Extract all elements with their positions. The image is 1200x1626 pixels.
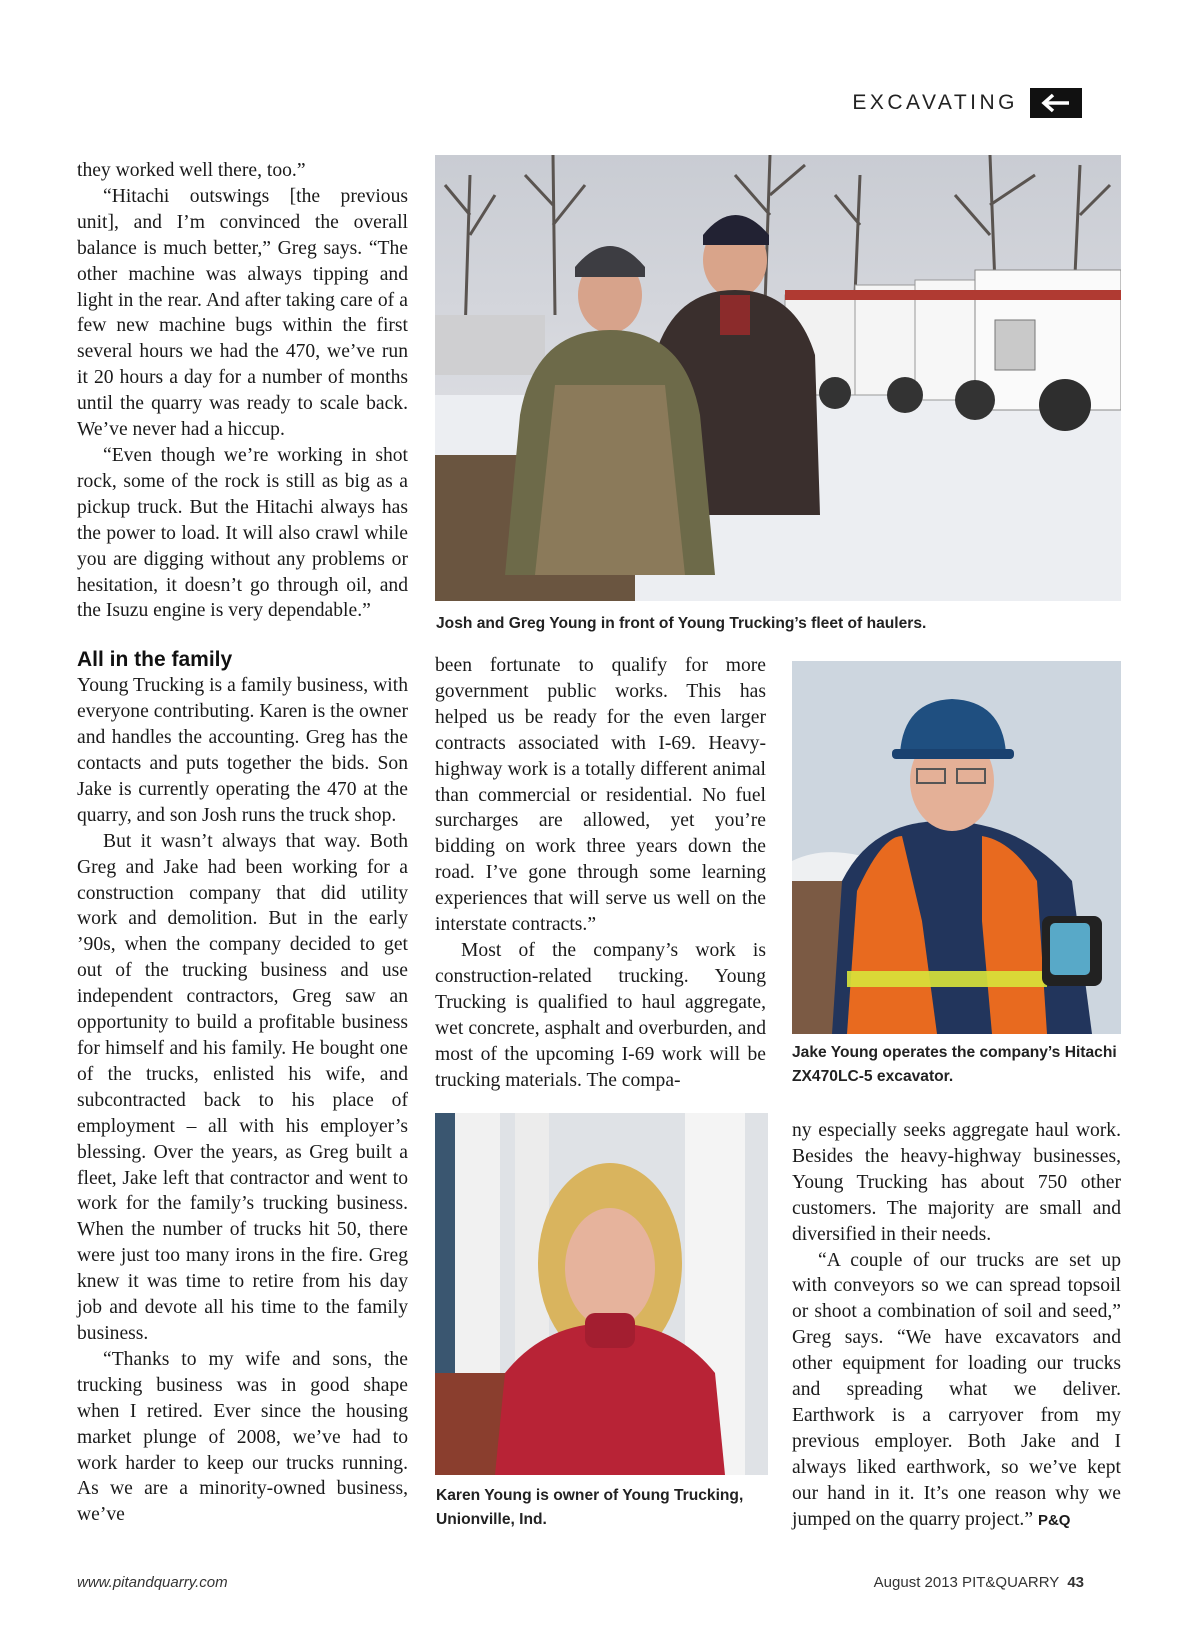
paragraph: “Even though we’re working in shot rock, some of the rock is still as big as a pickup truck. But the Hitachi always has the power to load. It will also crawl while you are digging without any problems or hesitation, it doesn’t go through oil, and the Isuzu engine is very dependable.” — [77, 444, 408, 622]
column-1-body — [77, 673, 408, 1528]
paragraph: “Thanks to my wife and sons, the trucking business was in good shape when I retired. Ever since the housing market plunge of 2008, we’ve had to work harder to keep our trucks running. As we are a minority-owned business, we’ve — [77, 1348, 408, 1526]
article-column-2 — [435, 653, 766, 1093]
article-column-1 — [77, 158, 408, 1528]
paragraph: But it wasn’t always that way. Both Greg and Jake had been working for a construction company that did utility work and demolition. But in the early ’90s, when the company decided to get out of the trucking business and use independent contractors, Greg saw an opportunity to build a profitable business for himself and his family. He bought one of the trucks, enlisted his wife, and subcontracted back to his place of employment – all with his employer’s blessing. Over the years, as Greg built a fleet, Jake left that contractor and went to work for the family’s trucking business. When the number of trucks hit 50, there were just too many irons in the fire. Greg knew it was time to retire from his day job and devote all his time to the family business. — [77, 830, 408, 1344]
page-number: 43 — [1067, 1574, 1084, 1591]
footer-folio — [874, 1574, 1084, 1591]
caption-top-photo: Josh and Greg Young in front of Young Trucking’s fleet of haulers. — [436, 615, 927, 632]
paragraph: Young Trucking is a family business, with everyone contributing. Karen is the owner and handles the accounting. Greg has the contacts and puts together the bids. Son Jake is currently operating the 470 at the quarry, and son Josh runs the truck shop. — [77, 675, 408, 826]
subhead: All in the family — [77, 648, 233, 672]
footer-url: www.pitandquarry.com — [77, 1574, 228, 1591]
section-tag — [852, 88, 1082, 118]
footer-issue: August 2013 PIT&QUARRY — [873, 1574, 1060, 1591]
photo-karen — [435, 1113, 768, 1475]
photo-jake — [792, 661, 1121, 1034]
caption-karen-photo: Karen Young is owner of Young Trucking, Unionville, Ind. — [436, 1487, 744, 1528]
paragraph: Most of the company’s work is construction-related trucking. Young Trucking is qualified to haul aggregate, wet concrete, asphalt and overburden, and most of the upcoming I-69 work will be trucking materials. The compa- — [435, 939, 766, 1091]
section-label: EXCAVATING — [852, 91, 1018, 114]
paragraph — [792, 1248, 1121, 1534]
caption-jake-photo: Jake Young operates the company’s Hitachi ZX470LC-5 excavator. — [792, 1044, 1117, 1085]
paragraph: they worked well there, too.” — [77, 160, 306, 181]
paragraph: been fortunate to qualify for more government public works. This has helped us be ready for the even larger contracts associated with I-69. Heavy-highway work is a totally different animal than commercial or residential. No fuel surcharges are allowed, yet you’re bidding on work three years down the road. I’ve gone through some learning experiences that will serve us well on the interstate contracts.” — [435, 655, 766, 936]
pq-signoff: P&Q — [1037, 1511, 1071, 1529]
article-column-3 — [792, 1118, 1121, 1534]
paragraph-text: “A couple of our trucks are set up with conveyors so we can spread topsoil or shoot a combination of soil and seed,” Greg says. “We have excavators and other equipment for loading our trucks and spreading what we deliver. Earthwork is a carryover from my previous employer. Both Jake and I always liked earthwork, so we’ve kept our hand in it. It’s one reason why we jumped on the quarry project.” — [792, 1249, 1121, 1530]
column-1-top — [77, 158, 408, 624]
paragraph: “Hitachi outswings [the previous unit], and I’m convinced the overall balance is much better,” Greg says. “The other machine was always tipping and light in the rear. And after taking care of a few new machine bugs within the first several hours we had the 470, we’ve run it 20 hours a day for a number of months until the quarry was ready to scale back. We’ve never had a hiccup. — [77, 185, 408, 441]
back-arrow-icon — [1030, 88, 1082, 118]
photo-josh-greg — [435, 155, 1121, 601]
paragraph: ny especially seeks aggregate haul work. Besides the heavy-highway businesses, Young Trucking has about 750 other customers. The majority are small and diversified in their needs. — [792, 1120, 1121, 1245]
